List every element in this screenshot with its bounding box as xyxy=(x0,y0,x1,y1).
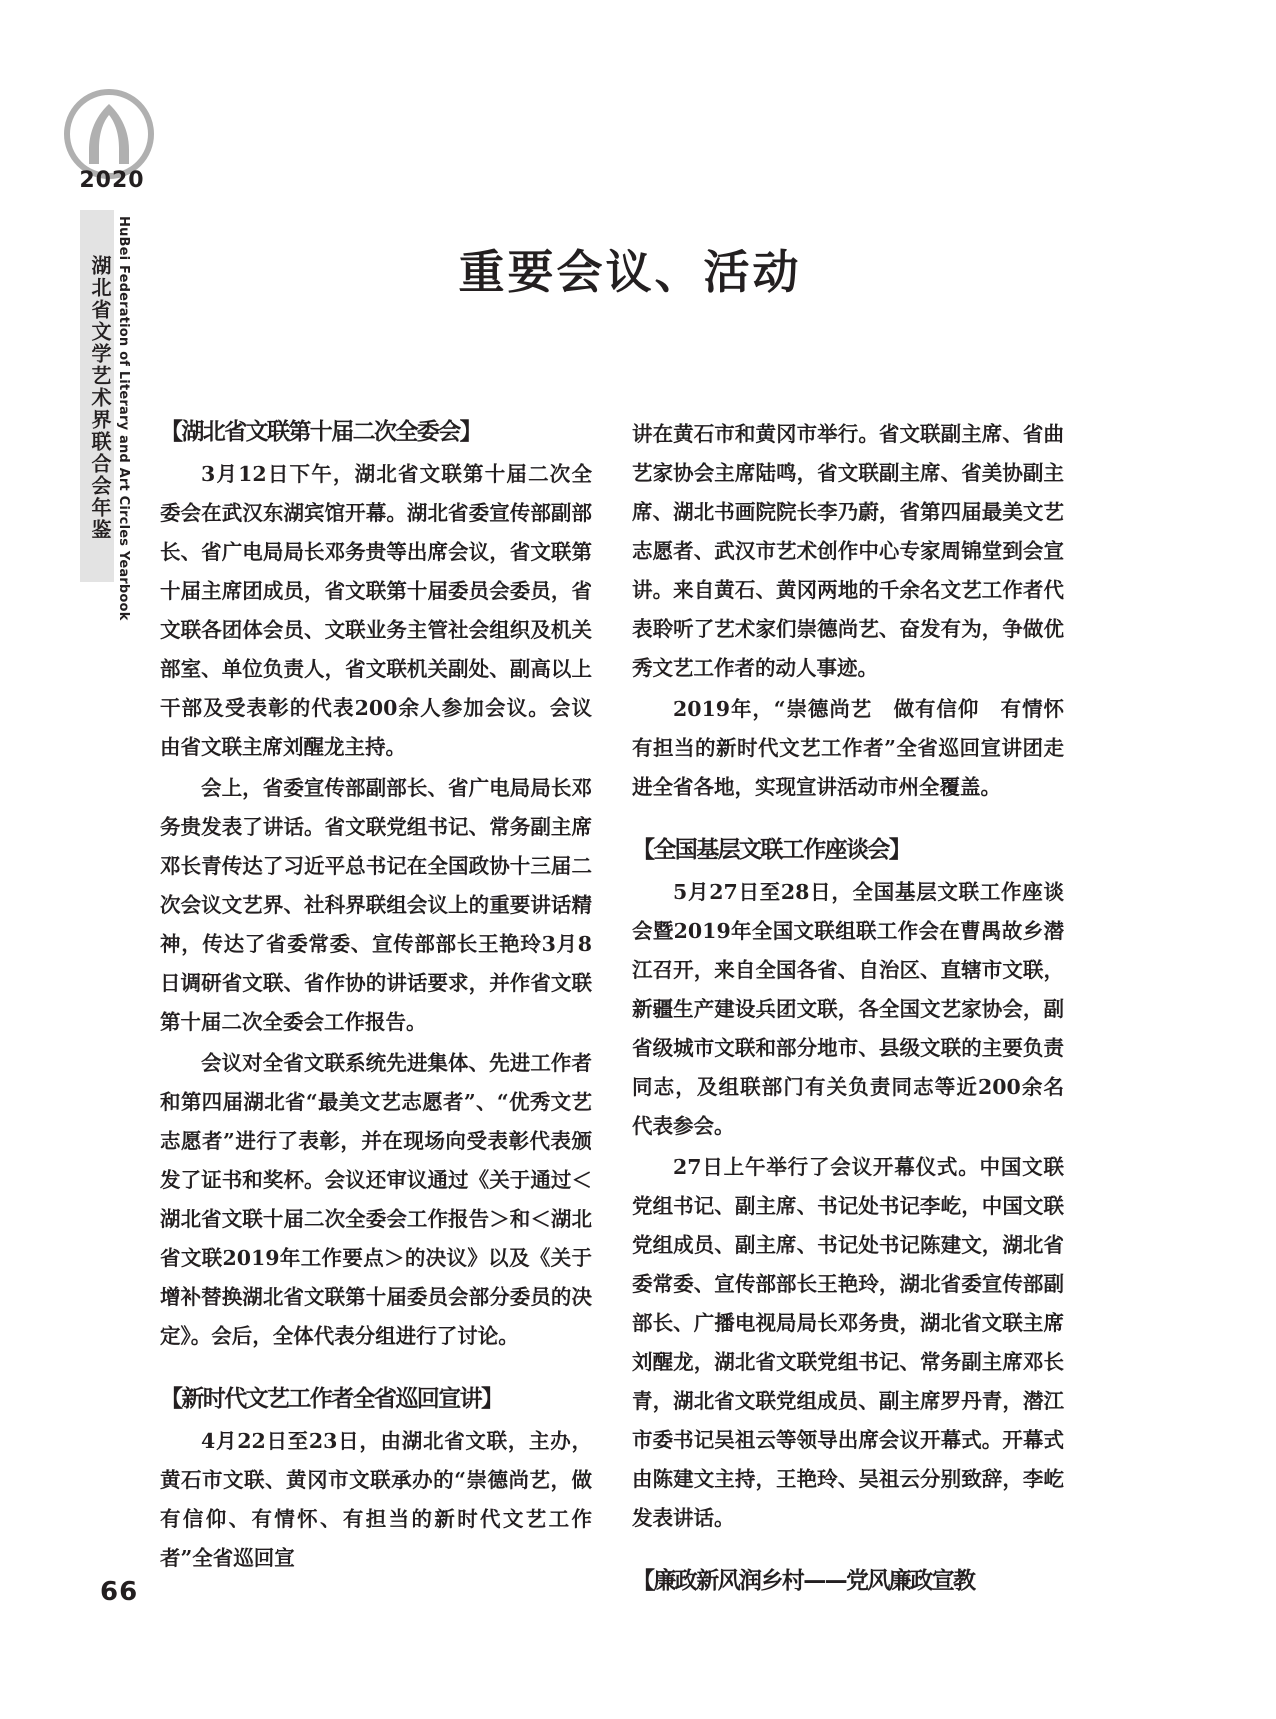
paragraph: 3月12日下午，湖北省文联第十届二次全委会在武汉东湖宾馆开幕。湖北省委宣传部副部长、省广电局局长邓务贵等出席会议，省文联第十届主席团成员，省文联第十届委员会委员，省文联各团体会员、文联业务主管社会组织及机关部室、单位负责人，省文联机关副处、副高以上干部及受表彰的代表200余人参加会议。会议由省文联主席刘醒龙主持。 xyxy=(160,462,592,759)
paragraph: 27日上午举行了会议开幕仪式。中国文联党组书记、副主席、书记处书记李屹，中国文联党组成员、副主席、书记处书记陈建文，湖北省委常委、宣传部部长王艳玲，湖北省委宣传部副部长、广播电视局局长邓务贵，湖北省文联主席刘醒龙，湖北省文联党组书记、常务副主席邓长青，湖北省文联党组成员、副主席罗丹青，潜江市委书记吴祖云等领导出席会议开幕式。开幕式由陈建文主持，王艳玲、吴祖云分别致辞，李屹发表讲话。 xyxy=(632,1155,1064,1530)
section-heading-quanweihui: 【湖北省文联第十届二次全委会】 xyxy=(160,419,482,445)
year-label: 2020 xyxy=(79,168,145,193)
body-columns xyxy=(160,415,1085,1594)
right-column xyxy=(632,415,1085,1594)
page-title: 重要会议、活动 xyxy=(458,244,802,299)
page-number: 66 xyxy=(100,1577,139,1607)
section-heading-xunhui-xuanjiang: 【新时代文艺工作者全省巡回宣讲】 xyxy=(160,1386,503,1412)
paragraph: 4月22日至23日，由湖北省文联，主办，黄石市文联、黄冈市文联承办的“崇德尚艺，做有信仰、有情怀、有担当的新时代文艺工作者”全省巡回宣 xyxy=(160,1429,592,1570)
paragraph: 会上，省委宣传部副部长、省广电局局长邓务贵发表了讲话。省文联党组书记、常务副主席邓长青传达了习近平总书记在全国政协十三届二次会议文艺界、社科界联组会议上的重要讲话精神，传达了省委常委、宣传部部长王艳玲3月8日调研省文联、省作协的讲话要求，并作省文联第十届二次全委会工作报告。 xyxy=(160,776,592,1034)
paragraph: 5月27日至28日，全国基层文联工作座谈会暨2019年全国文联组联工作会在曹禺故乡潜江召开，来自全国各省、自治区、直辖市文联，新疆生产建设兵团文联，各全国文艺家协会，副省级城市文联和部分地市、县级文联的主要负责同志，及组联部门有关负责同志等近200余名代表参会。 xyxy=(632,880,1064,1138)
yearbook-emblem-icon xyxy=(63,88,155,180)
paragraph-continued: 讲在黄石市和黄冈市举行。省文联副主席、省曲艺家协会主席陆鸣，省文联副主席、省美协副主席、湖北书画院院长李乃蔚，省第四届最美文艺志愿者、武汉市艺术创作中心专家周锦堂到会宣讲。来自黄石、黄冈两地的千余名文艺工作者代表聆听了艺术家们崇德尚艺、奋发有为，争做优秀文艺工作者的动人事迹。 xyxy=(632,422,1064,680)
section-heading-lianzheng-xinfeng: 【廉政新风润乡村——党风廉政宣教 xyxy=(632,1568,975,1594)
paragraph: 会议对全省文联系统先进集体、先进工作者和第四届湖北省“最美文艺志愿者”、“优秀文艺志愿者”进行了表彰，并在现场向受表彰代表颁发了证书和奖杯。会议还审议通过《关于通过＜湖北省文联十届二次全委会工作报告＞和＜湖北省文联2019年工作要点＞的决议》以及《关于增补替换湖北省文联第十届委员会部分委员的决定》。会后，全体代表分组进行了讨论。 xyxy=(160,1051,592,1348)
section-heading-jiceng-zuotanhui: 【全国基层文联工作座谈会】 xyxy=(632,837,911,863)
left-column xyxy=(160,415,592,1570)
spine-title-en: HuBei Federation of Literary and Art Circles Yearbook xyxy=(116,216,131,621)
spine-title-cn: 湖北省文学艺术界联合会年鉴 xyxy=(88,255,112,541)
paragraph: 2019年，“崇德尚艺 做有信仰 有情怀 有担当的新时代文艺工作者”全省巡回宣讲团走进全省各地，实现宣讲活动市州全覆盖。 xyxy=(632,697,1085,799)
